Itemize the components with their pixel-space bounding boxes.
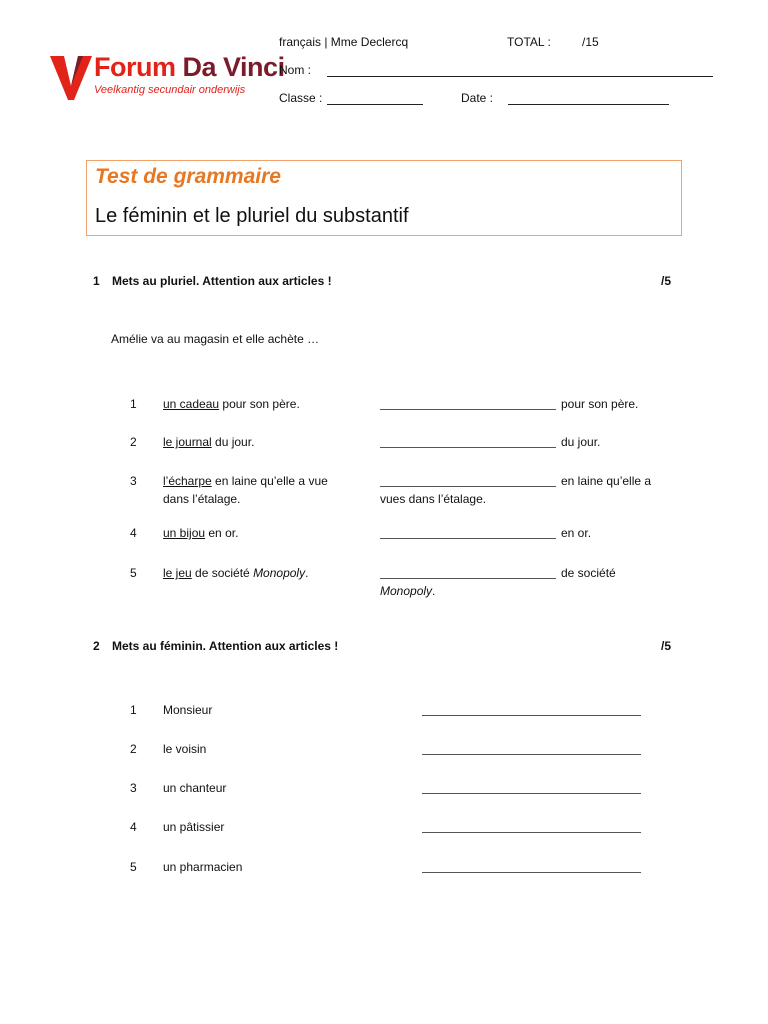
ex1-answer-blank[interactable] (380, 397, 556, 410)
test-subtitle: Le féminin et le pluriel du substantif (95, 205, 409, 227)
ex1-item-number: 3 (130, 474, 137, 488)
ex2-answer-blank[interactable] (422, 860, 641, 873)
ex2-answer-blank[interactable] (422, 820, 641, 833)
exercise1-score: /5 (661, 274, 672, 288)
name-label: Nom : (279, 63, 312, 77)
ex1-item-rest-line2: dans l’étalage. (163, 492, 241, 506)
class-field[interactable] (327, 92, 423, 105)
date-label: Date : (461, 91, 494, 105)
ex1-answer-rest-line2: vues dans l’étalage. (380, 492, 487, 506)
ex1-item-end: . (305, 566, 309, 580)
title-box (86, 160, 682, 236)
logo-name-part1: Forum (94, 52, 176, 82)
ex1-answer-rest: en or. (561, 526, 592, 540)
ex1-item-prompt (163, 474, 328, 488)
exercise1-number: 1 (93, 274, 100, 288)
ex1-item-word: le jeu (163, 566, 192, 580)
date-field[interactable] (508, 92, 669, 105)
ex2-item-number: 3 (130, 781, 137, 795)
ex2-answer-blank[interactable] (422, 703, 641, 716)
ex1-item-rest: en or. (205, 526, 239, 540)
ex1-item-prompt (163, 435, 254, 449)
ex1-answer-rest: pour son père. (561, 397, 639, 411)
class-label: Classe : (279, 91, 323, 105)
ex2-item-word: un chanteur (163, 781, 227, 795)
ex1-answer-end: . (432, 584, 436, 598)
ex2-item-word: un pâtissier (163, 820, 225, 834)
logo-mark-icon (50, 56, 92, 100)
ex1-answer-rest: de société (561, 566, 616, 580)
ex2-item-number: 5 (130, 860, 137, 874)
ex1-answer-blank[interactable] (380, 435, 556, 448)
ex1-item-number: 2 (130, 435, 137, 449)
name-field[interactable] (327, 64, 713, 77)
ex1-item-prompt (163, 397, 300, 411)
logo-name-part2: Da Vinci (182, 52, 285, 82)
test-title: Test de grammaire (95, 165, 281, 188)
ex1-item-rest: en laine qu’elle a vue (211, 474, 328, 488)
logo-name (94, 52, 285, 83)
ex2-item-number: 4 (130, 820, 137, 834)
ex1-item-word: un cadeau (163, 397, 220, 411)
ex1-item-number: 5 (130, 566, 137, 580)
ex1-item-rest: du jour. (211, 435, 255, 449)
total-label: TOTAL : (507, 35, 551, 49)
ex2-answer-blank[interactable] (422, 742, 641, 755)
ex1-answer-italic: Monopoly (380, 584, 433, 598)
ex1-item-word: un bijou (163, 526, 206, 540)
ex1-answer-rest: en laine qu’elle a (561, 474, 652, 488)
ex1-item-rest: pour son père. (219, 397, 300, 411)
ex1-item-word: l’écharpe (163, 474, 212, 488)
total-value: /15 (582, 35, 599, 49)
ex2-item-number: 2 (130, 742, 137, 756)
exercise1-intro: Amélie va au magasin et elle achète … (111, 332, 320, 346)
ex1-item-italic: Monopoly (253, 566, 306, 580)
ex2-item-number: 1 (130, 703, 137, 717)
ex2-item-word: un pharmacien (163, 860, 243, 874)
ex1-item-word: le journal (163, 435, 212, 449)
exercise2-score: /5 (661, 639, 672, 653)
ex1-answer-blank[interactable] (380, 566, 556, 579)
ex1-answer-rest: du jour. (561, 435, 601, 449)
exercise2-number: 2 (93, 639, 100, 653)
logo-tagline: Veelkantig secundair onderwijs (94, 84, 246, 96)
exercise2-instruction: Mets au féminin. Attention aux articles ! (112, 639, 339, 653)
ex1-item-prompt (163, 566, 308, 580)
ex1-answer-blank[interactable] (380, 526, 556, 539)
ex1-item-number: 4 (130, 526, 137, 540)
ex1-item-number: 1 (130, 397, 137, 411)
ex1-answer-blank[interactable] (380, 474, 556, 487)
school-logo (50, 52, 285, 104)
ex2-answer-blank[interactable] (422, 781, 641, 794)
ex1-item-prompt (163, 526, 238, 540)
ex2-item-word: Monsieur (163, 703, 213, 717)
ex2-item-word: le voisin (163, 742, 207, 756)
ex1-answer-rest-line2 (380, 584, 435, 598)
ex1-item-rest: de société (191, 566, 254, 580)
exercise1-instruction: Mets au pluriel. Attention aux articles ! (112, 274, 332, 288)
course-label: français | Mme Declercq (279, 35, 409, 49)
